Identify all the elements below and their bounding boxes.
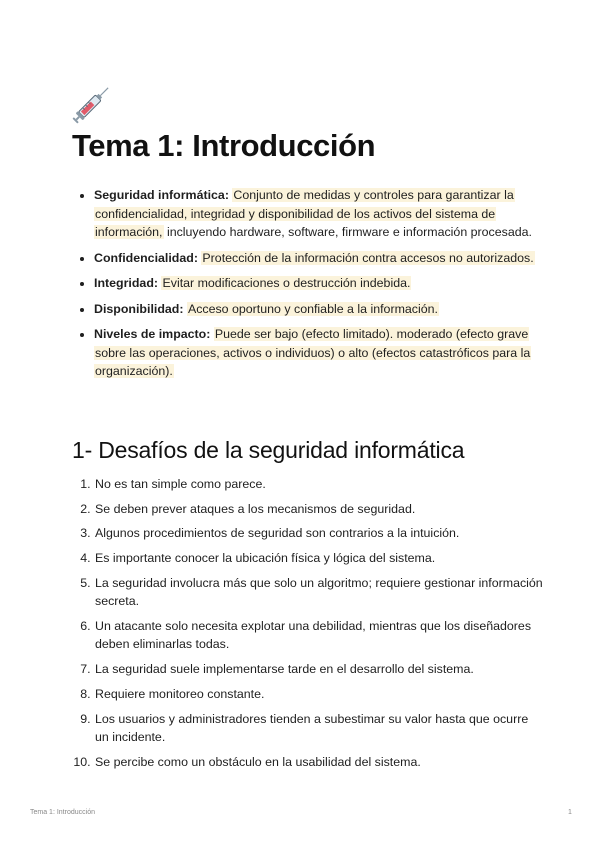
page-title: Tema 1: Introducción xyxy=(72,128,376,163)
highlighted-text: Protección de la información contra accesos no autorizados. xyxy=(202,250,534,265)
list-item: 1. No es tan simple como parece. xyxy=(94,475,544,494)
list-item xyxy=(94,300,554,319)
list-item: 5. La seguridad involucra más que solo un algoritmo; requiere gestionar información secreta. xyxy=(94,574,544,611)
list-item: 9. Los usuarios y administradores tienden a subestimar su valor hasta que ocurre un incidente. xyxy=(94,710,544,747)
term-label: Seguridad informática: xyxy=(94,188,229,202)
page-number: 1 xyxy=(568,809,572,816)
highlighted-text: Evitar modificaciones o destrucción indebida. xyxy=(162,276,411,290)
definitions-list xyxy=(72,186,554,388)
footer-title: Tema 1: Introducción xyxy=(30,809,95,816)
highlighted-text: Conjunto de medidas y controles para garantizar la confidencialidad, integridad y disponibilidad de los activos del sistema de información, xyxy=(95,188,514,239)
term-label: Confidencialidad: xyxy=(94,250,198,265)
list-item: 10. Se percibe como un obstáculo en la usabilidad del sistema. xyxy=(94,753,544,772)
term-label: Integridad: xyxy=(94,276,159,290)
list-item: 6. Un atacante solo necesita explotar una debilidad, mientras que los diseñadores deben eliminarlas todas. xyxy=(94,617,544,654)
syringe-icon xyxy=(72,80,116,124)
challenges-list xyxy=(72,475,544,777)
list-item xyxy=(94,274,554,293)
list-item: 7. La seguridad suele implementarse tarde en el desarrollo del sistema. xyxy=(94,660,544,679)
definition-text: incluyendo hardware, software, firmware e información procesada. xyxy=(163,225,532,239)
list-item: 2. Se deben prever ataques a los mecanismos de seguridad. xyxy=(94,500,544,519)
term-label: Niveles de impacto: xyxy=(94,327,211,341)
section-heading: 1- Desafíos de la seguridad informática xyxy=(72,437,465,463)
list-item xyxy=(94,325,554,381)
term-label: Disponibilidad: xyxy=(94,301,184,316)
list-item: 3. Algunos procedimientos de seguridad son contrarios a la intuición. xyxy=(94,524,544,543)
highlighted-text: Puede ser bajo (efecto limitado). moderado (efecto grave sobre las operaciones, activos o individuos) o alto (efectos catastróficos para la organización). xyxy=(95,327,531,378)
highlighted-text: Acceso oportuno y confiable a la información. xyxy=(187,301,438,316)
list-item xyxy=(94,249,554,268)
list-item: 4. Es importante conocer la ubicación física y lógica del sistema. xyxy=(94,549,544,568)
list-item xyxy=(94,186,554,242)
list-item: 8. Requiere monitoreo constante. xyxy=(94,685,544,704)
